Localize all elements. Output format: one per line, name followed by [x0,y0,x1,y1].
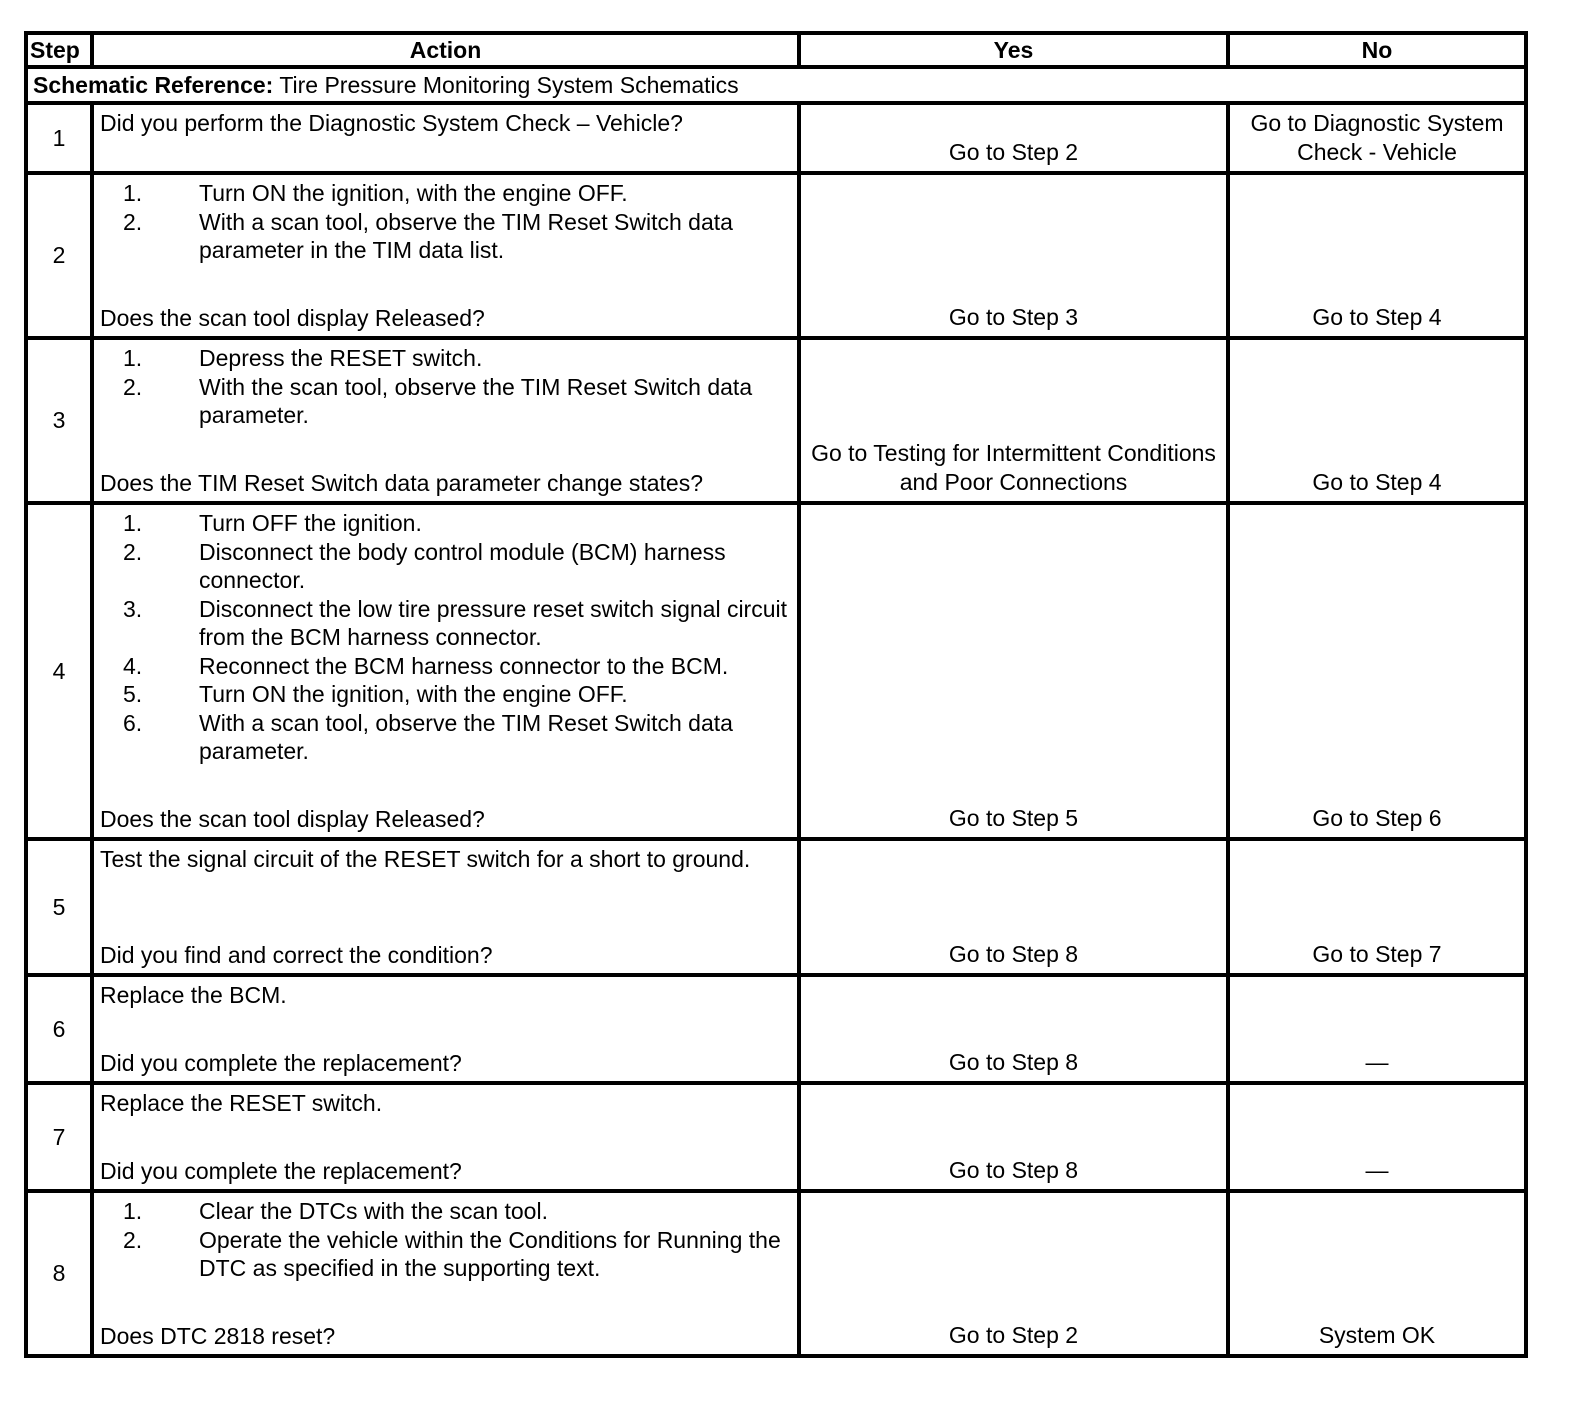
action-text: Test the signal circuit of the RESET switch for a short to ground. [100,846,751,872]
action-cell [92,503,799,839]
table-row [26,839,1526,975]
action-cell [92,1083,799,1191]
instruction-list [100,179,789,265]
table-row [26,338,1526,503]
step-number: 4 [26,503,92,839]
yes-cell: Go to Step 8 [799,975,1228,1083]
instruction-item [100,1197,789,1226]
instruction-text: Turn ON the ignition, with the engine OFF. [199,681,628,707]
action-question: Did you complete the replacement? [100,1049,462,1076]
no-cell: Go to Diagnostic System Check - Vehicle [1228,103,1526,173]
instruction-text: Disconnect the body control module (BCM) harness connector. [199,538,726,593]
action-question: Does DTC 2818 reset? [100,1322,336,1349]
instruction-item [100,595,789,652]
instruction-list [100,509,789,766]
table-row [26,975,1526,1083]
action-cell [92,1191,799,1356]
step-number: 7 [26,1083,92,1191]
instruction-text: With the scan tool, observe the TIM Reset Switch data parameter. [199,373,753,428]
yes-cell: Go to Step 5 [799,503,1228,839]
diagnostic-table [24,31,1528,1358]
instruction-item [100,509,789,538]
instruction-item [100,652,789,681]
action-cell [92,839,799,975]
yes-cell: Go to Step 8 [799,839,1228,975]
table-row [26,173,1526,338]
instruction-item [100,179,789,208]
no-cell: — [1228,975,1526,1083]
header-yes: Yes [799,33,1228,67]
action-question: Did you complete the replacement? [100,1157,462,1184]
yes-cell: Go to Step 3 [799,173,1228,338]
step-number: 2 [26,173,92,338]
action-cell [92,173,799,338]
instruction-text: With a scan tool, observe the TIM Reset Switch data parameter. [199,709,733,764]
instruction-text: With a scan tool, observe the TIM Reset Switch data parameter in the TIM data list. [199,208,733,263]
instruction-list [100,1197,789,1283]
no-cell: Go to Step 4 [1228,338,1526,503]
table-row [26,503,1526,839]
instruction-number: 2. [123,373,143,400]
schematic-row [26,67,1526,103]
instruction-number: 1. [123,1198,143,1224]
instruction-number: 1. [123,510,143,536]
instruction-item [100,344,789,373]
header-step: Step [26,33,92,67]
instruction-number: 2. [123,208,143,235]
table-row [26,1083,1526,1191]
instruction-number: 2. [123,538,143,565]
step-number: 6 [26,975,92,1083]
schematic-reference [26,67,1526,103]
action-cell [92,103,799,173]
instruction-item [100,538,789,595]
yes-cell: Go to Testing for Intermittent Conditions and Poor Connections [799,338,1228,503]
action-cell [92,975,799,1083]
no-cell: Go to Step 6 [1228,503,1526,839]
action-cell [92,338,799,503]
instruction-number: 1. [123,345,143,371]
header-no: No [1228,33,1526,67]
instruction-item [100,680,789,709]
instruction-text: Turn ON the ignition, with the engine OFF. [199,180,628,206]
action-text: Replace the RESET switch. [100,1090,383,1116]
instruction-number: 2. [123,1226,143,1253]
instruction-number: 1. [123,180,143,206]
instruction-text: Operate the vehicle within the Conditions for Running the DTC as specified in the supporting text. [199,1226,781,1281]
instruction-text: Clear the DTCs with the scan tool. [199,1198,548,1224]
no-cell: Go to Step 7 [1228,839,1526,975]
instruction-number: 6. [123,709,143,736]
instruction-number: 3. [123,595,143,622]
yes-cell: Go to Step 2 [799,103,1228,173]
header-row [26,33,1526,67]
instruction-item [100,1226,789,1283]
instruction-text: Turn OFF the ignition. [199,510,422,536]
header-action: Action [92,33,799,67]
no-cell: — [1228,1083,1526,1191]
table-row [26,103,1526,173]
instruction-item [100,709,789,766]
step-number: 8 [26,1191,92,1356]
action-question: Does the scan tool display Released? [100,805,485,832]
table-row [26,1191,1526,1356]
instruction-number: 4. [123,652,143,679]
action-question: Does the TIM Reset Switch data parameter change states? [100,469,703,496]
action-question: Did you find and correct the condition? [100,941,493,968]
instruction-list [100,344,789,430]
action-question: Does the scan tool display Released? [100,304,485,331]
action-text: Replace the BCM. [100,982,287,1008]
step-number: 5 [26,839,92,975]
instruction-number: 5. [123,681,143,707]
yes-cell: Go to Step 2 [799,1191,1228,1356]
action-text: Did you perform the Diagnostic System Check – Vehicle? [100,110,683,136]
step-number: 3 [26,338,92,503]
instruction-item [100,373,789,430]
instruction-text: Depress the RESET switch. [199,345,483,371]
schematic-label: Schematic Reference: [33,71,274,98]
instruction-text: Disconnect the low tire pressure reset switch signal circuit from the BCM harness connector. [199,595,788,650]
no-cell: System OK [1228,1191,1526,1356]
instruction-item [100,208,789,265]
step-number: 1 [26,103,92,173]
no-cell: Go to Step 4 [1228,173,1526,338]
schematic-text: Tire Pressure Monitoring System Schematics [273,71,739,98]
yes-cell: Go to Step 8 [799,1083,1228,1191]
instruction-text: Reconnect the BCM harness connector to the BCM. [199,652,729,679]
